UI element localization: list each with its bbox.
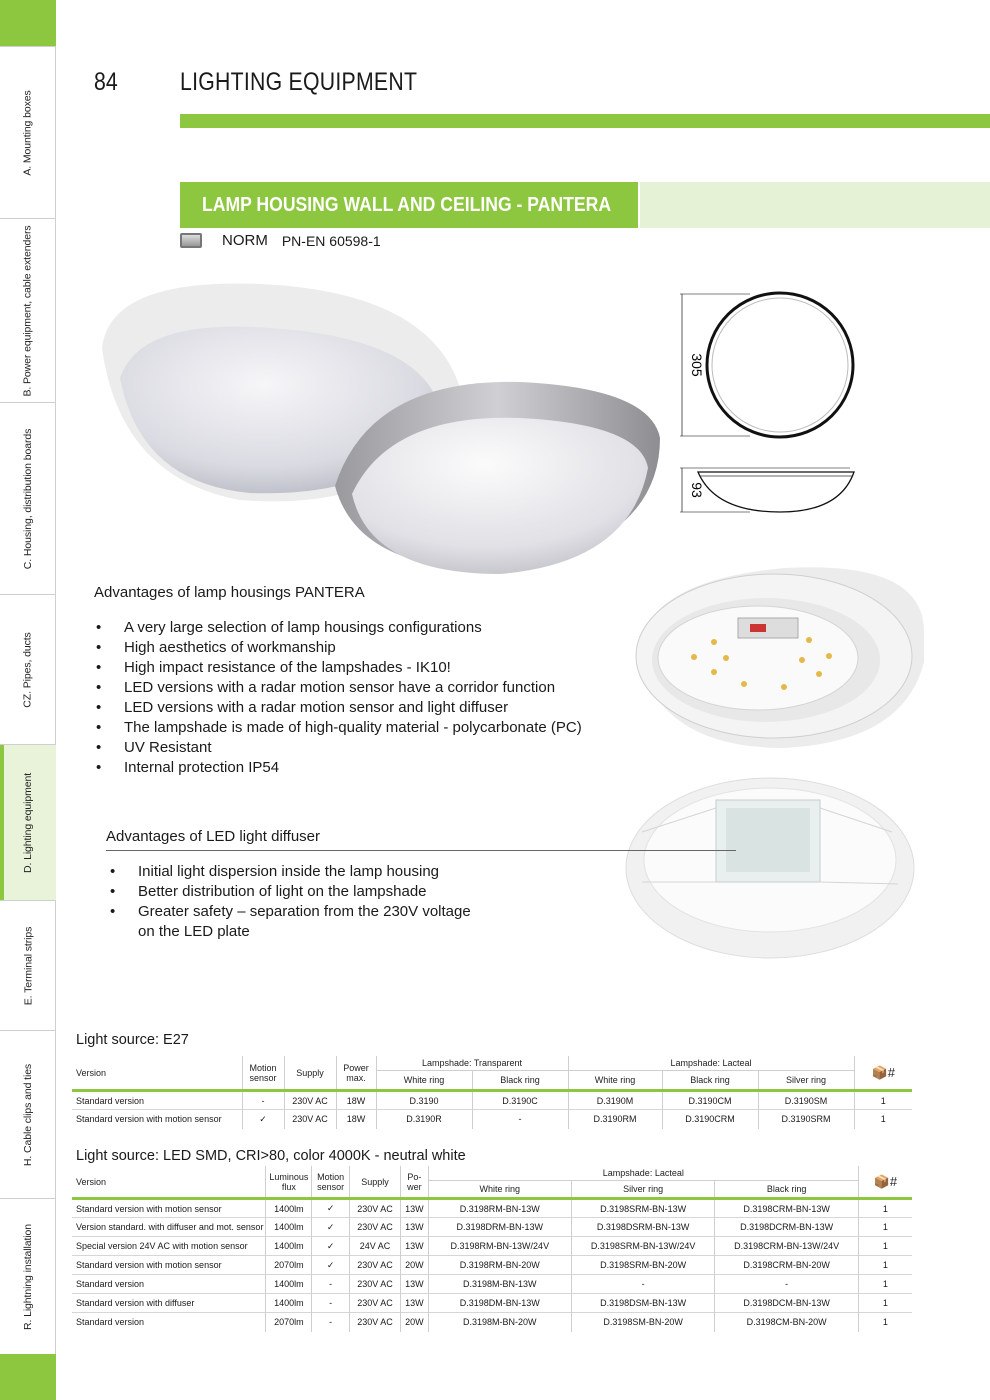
cell: 230V AC: [349, 1275, 400, 1294]
list-item: • Greater safety – separation from the 230V voltage on the LED plate: [110, 902, 490, 942]
cell: 20W: [401, 1313, 429, 1332]
cell: Standard version: [72, 1091, 242, 1110]
sidebar-tab-terminal-strips[interactable]: E. Terminal strips: [0, 900, 56, 1030]
col-silver: Silver ring: [571, 1181, 715, 1199]
cell: 230V AC: [284, 1110, 336, 1129]
col-white: White ring: [568, 1071, 662, 1091]
cell: D.3190: [376, 1091, 472, 1110]
cell: 18W: [336, 1110, 376, 1129]
table-led: [72, 1166, 912, 1332]
cell: 13W: [401, 1237, 429, 1256]
cell: D.3190C: [472, 1091, 568, 1110]
cell: 230V AC: [349, 1256, 400, 1275]
sidebar-tab-pipes[interactable]: CZ. Pipes, ducts: [0, 594, 56, 744]
cell: D.3198SRM-BN-13W/24V: [571, 1237, 715, 1256]
sidebar-tab-lightning[interactable]: R. Lightning installation: [0, 1198, 56, 1354]
cell: ✓: [242, 1110, 284, 1129]
cell: D.3198DCRM-BN-13W: [715, 1218, 859, 1237]
cell: 13W: [401, 1275, 429, 1294]
sidebar-top-accent: [0, 0, 56, 46]
col-motion: Motion sensor: [242, 1056, 284, 1091]
led-board-photo: [634, 552, 934, 762]
lamp-photo: [100, 278, 670, 578]
col-version: Version: [76, 1176, 107, 1187]
dimension-drawing: [670, 286, 870, 526]
diffuser-divider: [106, 850, 736, 851]
table-row: [72, 1199, 912, 1218]
cell: D.3198CRM-BN-20W: [715, 1256, 859, 1275]
col-supply: Supply: [349, 1166, 400, 1199]
cell: 1: [854, 1091, 912, 1110]
cell: Standard version with motion sensor: [72, 1256, 266, 1275]
cell: D.3198CM-BN-20W: [715, 1313, 859, 1332]
cell: 2070lm: [266, 1256, 312, 1275]
norm-icon: [180, 233, 202, 248]
cell: Version standard. with diffuser and mot. sensor: [72, 1218, 266, 1237]
cell: D.3198DCM-BN-13W: [715, 1294, 859, 1313]
cell: D.3190CRM: [662, 1110, 758, 1129]
col-black: Black ring: [472, 1071, 568, 1091]
cell: 230V AC: [349, 1313, 400, 1332]
list-item: • Internal protection IP54: [94, 758, 582, 778]
cell: 1400lm: [266, 1237, 312, 1256]
cell: 1: [858, 1199, 912, 1218]
section-banner: [180, 182, 638, 228]
cell: ✓: [312, 1256, 350, 1275]
table-row: [72, 1294, 912, 1313]
table-row: [72, 1275, 912, 1294]
list-item: • High aesthetics of workmanship: [94, 638, 582, 658]
cell: 13W: [401, 1218, 429, 1237]
list-item: • A very large selection of lamp housings configurations: [94, 618, 582, 638]
diffuser-list: [110, 862, 490, 942]
col-group-lacteal: Lampshade: Lacteal: [428, 1166, 858, 1181]
norm-row: [180, 232, 381, 249]
cell: 1: [858, 1294, 912, 1313]
cell: D.3190SRM: [758, 1110, 854, 1129]
col-supply: Supply: [284, 1056, 336, 1091]
col-version: Version: [76, 1067, 107, 1078]
cell: -: [312, 1294, 350, 1313]
cell: 2070lm: [266, 1313, 312, 1332]
sidebar-tab-cable-clips[interactable]: H. Cable clips and ties: [0, 1030, 56, 1198]
cell: Standard version: [72, 1275, 266, 1294]
col-black: Black ring: [715, 1181, 859, 1199]
banner-tail: [640, 182, 990, 228]
col-silver: Silver ring: [758, 1071, 854, 1091]
table1-title: Light source: E27: [76, 1032, 189, 1048]
sidebar: [0, 0, 56, 1400]
col-motion: Motion sensor: [312, 1166, 350, 1199]
cell: 1: [858, 1256, 912, 1275]
cell: D.3190CM: [662, 1091, 758, 1110]
list-item: • High impact resistance of the lampshades - IK10!: [94, 658, 582, 678]
cell: 1400lm: [266, 1275, 312, 1294]
sidebar-tab-housing[interactable]: C. Housing, distribution boards: [0, 402, 56, 594]
cell: 230V AC: [349, 1294, 400, 1313]
cell: ✓: [312, 1237, 350, 1256]
cell: D.3198DM-BN-13W: [428, 1294, 571, 1313]
list-item: • LED versions with a radar motion sensor have a corridor function: [94, 678, 582, 698]
cell: -: [312, 1275, 350, 1294]
cell: 13W: [401, 1294, 429, 1313]
diffuser-title: Advantages of LED light diffuser: [106, 828, 321, 845]
col-pack: 📦#: [858, 1166, 912, 1199]
advantages-title: Advantages of lamp housings PANTERA: [94, 584, 365, 601]
col-group-transparent: Lampshade: Transparent: [376, 1056, 568, 1071]
cell: 230V AC: [349, 1199, 400, 1218]
cell: D.3198DSM-BN-13W: [571, 1294, 715, 1313]
list-item: • UV Resistant: [94, 738, 582, 758]
diffuser-photo: [622, 772, 922, 972]
cell: Standard version with diffuser: [72, 1294, 266, 1313]
norm-value: PN-EN 60598-1: [281, 232, 381, 249]
list-item: • Initial light dispersion inside the lamp housing: [110, 862, 490, 882]
table2-title: Light source: LED SMD, CRI>80, color 4000K - neutral white: [76, 1148, 466, 1164]
cell: D.3198RM-BN-20W: [428, 1256, 571, 1275]
cell: D.3198SRM-BN-20W: [571, 1256, 715, 1275]
sidebar-bottom-accent: [0, 1354, 56, 1400]
page-title: LIGHTING EQUIPMENT: [180, 68, 418, 96]
cell: D.3190R: [376, 1110, 472, 1129]
cell: 230V AC: [284, 1091, 336, 1110]
cell: -: [715, 1275, 859, 1294]
sidebar-tab-lighting[interactable]: D. Lighting equipment: [0, 744, 56, 900]
section-title: LAMP HOUSING WALL AND CEILING - PANTERA: [202, 193, 612, 216]
col-group-lacteal: Lampshade: Lacteal: [568, 1056, 854, 1071]
cell: D.3198CRM-BN-13W: [715, 1199, 859, 1218]
list-item: • Better distribution of light on the lampshade: [110, 882, 490, 902]
list-item: • LED versions with a radar motion sensor and light diffuser: [94, 698, 582, 718]
sidebar-tab-power-equipment[interactable]: B. Power equipment, cable extenders: [0, 218, 56, 402]
cell: 1400lm: [266, 1199, 312, 1218]
cell: D.3198RM-BN-13W: [428, 1199, 571, 1218]
col-flux: Luminous flux: [266, 1166, 312, 1199]
table-row: [72, 1110, 912, 1129]
cell: -: [571, 1275, 715, 1294]
cell: -: [472, 1110, 568, 1129]
cell: 1400lm: [266, 1294, 312, 1313]
cell: 1: [854, 1110, 912, 1129]
norm-label: NORM: [222, 232, 268, 249]
cell: 1: [858, 1313, 912, 1332]
table-row: [72, 1091, 912, 1110]
table-row: [72, 1218, 912, 1237]
col-white: White ring: [376, 1071, 472, 1091]
cell: 20W: [401, 1256, 429, 1275]
table-row: [72, 1237, 912, 1256]
cell: D.3190SM: [758, 1091, 854, 1110]
cell: Standard version: [72, 1313, 266, 1332]
cell: D.3198RM-BN-13W/24V: [428, 1237, 571, 1256]
header-bar: [180, 114, 990, 128]
cell: 1: [858, 1275, 912, 1294]
table-row: [72, 1313, 912, 1332]
cell: D.3190RM: [568, 1110, 662, 1129]
cell: D.3198SM-BN-20W: [571, 1313, 715, 1332]
cell: D.3198M-BN-13W: [428, 1275, 571, 1294]
cell: 18W: [336, 1091, 376, 1110]
cell: D.3198DRM-BN-13W: [428, 1218, 571, 1237]
sidebar-tab-mounting-boxes[interactable]: A. Mounting boxes: [0, 46, 56, 218]
col-power: Power max.: [336, 1056, 376, 1091]
diameter-label: 305: [689, 353, 705, 377]
cell: 230V AC: [349, 1218, 400, 1237]
cell: D.3198CRM-BN-13W/24V: [715, 1237, 859, 1256]
cell: D.3198SRM-BN-13W: [571, 1199, 715, 1218]
cell: -: [242, 1091, 284, 1110]
cell: D.3190M: [568, 1091, 662, 1110]
cell: Standard version with motion sensor: [72, 1199, 266, 1218]
cell: ✓: [312, 1218, 350, 1237]
cell: Special version 24V AC with motion sensor: [72, 1237, 266, 1256]
list-item: • The lampshade is made of high-quality material - polycarbonate (PC): [94, 718, 582, 738]
table-row: [72, 1256, 912, 1275]
table-e27: [72, 1056, 912, 1129]
col-power: Po- wer: [401, 1166, 429, 1199]
cell: D.3198M-BN-20W: [428, 1313, 571, 1332]
cell: 1400lm: [266, 1218, 312, 1237]
height-label: 93: [689, 482, 705, 498]
cell: 24V AC: [349, 1237, 400, 1256]
page-number: 84: [94, 68, 118, 96]
cell: ✓: [312, 1199, 350, 1218]
advantages-list: [94, 618, 582, 778]
col-white: White ring: [428, 1181, 571, 1199]
cell: -: [312, 1313, 350, 1332]
cell: Standard version with motion sensor: [72, 1110, 242, 1129]
col-pack: 📦#: [854, 1056, 912, 1091]
cell: 1: [858, 1237, 912, 1256]
cell: 13W: [401, 1199, 429, 1218]
col-black: Black ring: [662, 1071, 758, 1091]
cell: D.3198DSRM-BN-13W: [571, 1218, 715, 1237]
cell: 1: [858, 1218, 912, 1237]
